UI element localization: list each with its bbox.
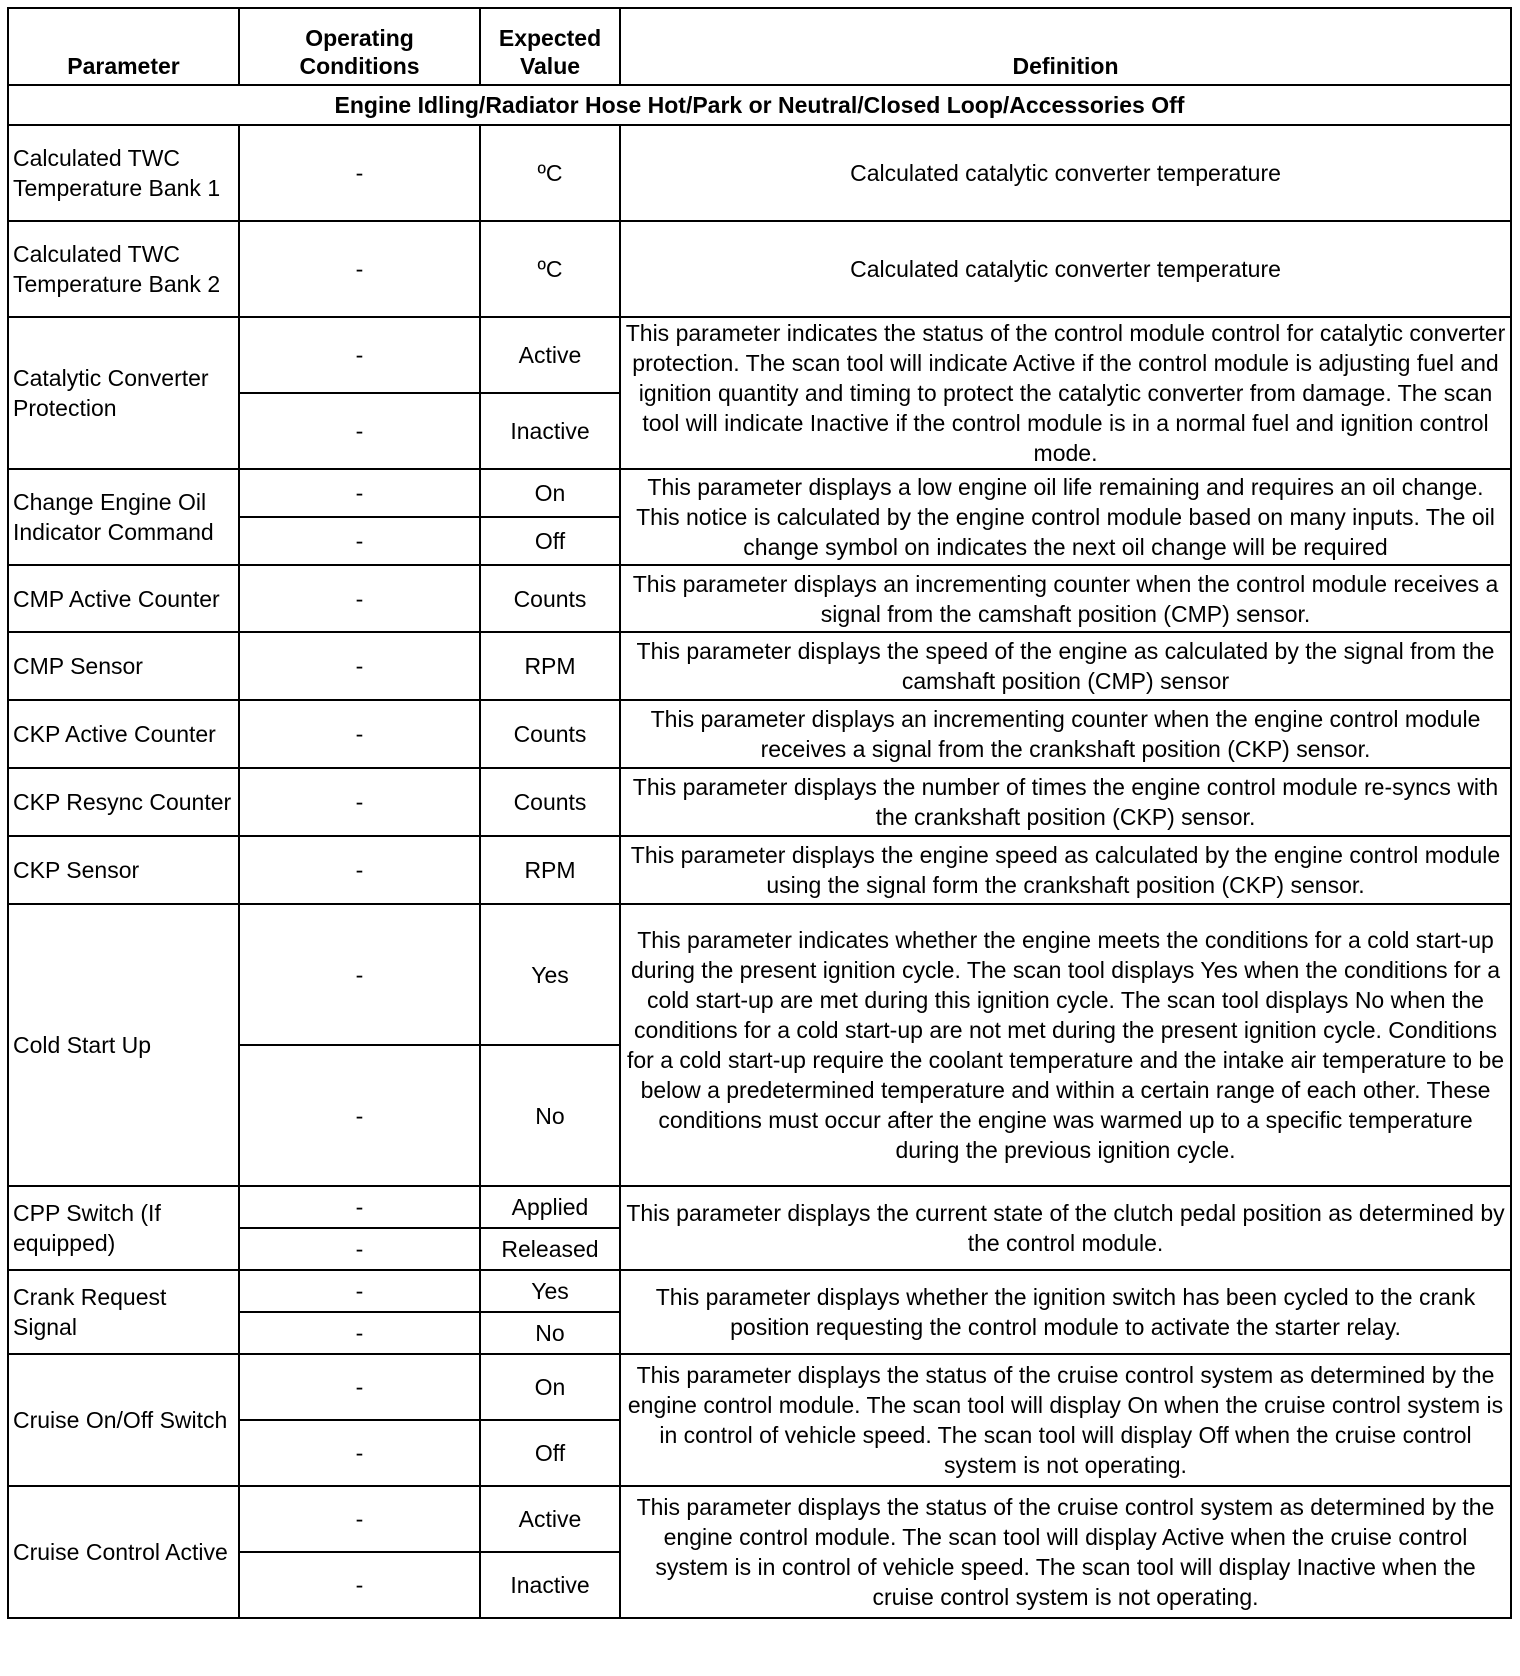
table-row: [8, 632, 1511, 700]
expected-value-cell: ºC: [480, 221, 620, 317]
table-row: [8, 1486, 1511, 1552]
table-row: [8, 768, 1511, 836]
definition-cell: This parameter displays the current state of the clutch pedal position as determined by the control module.: [620, 1186, 1511, 1270]
expected-value-cell: Inactive: [480, 393, 620, 469]
parameter-cell: CPP Switch (If equipped): [8, 1186, 239, 1270]
parameter-cell: CMP Sensor: [8, 632, 239, 700]
expected-value-cell: Counts: [480, 700, 620, 768]
expected-value-cell: RPM: [480, 836, 620, 904]
definition-cell: Calculated catalytic converter temperature: [620, 221, 1511, 317]
condition-cell: -: [239, 836, 480, 904]
expected-value-cell: On: [480, 1354, 620, 1420]
parameter-cell: Cruise Control Active: [8, 1486, 239, 1618]
table-row: [8, 317, 1511, 393]
expected-value-cell: Counts: [480, 768, 620, 836]
definition-cell: This parameter displays an incrementing counter when the control module receives a signal from the camshaft position (CMP) sensor.: [620, 565, 1511, 632]
parameter-cell: CKP Active Counter: [8, 700, 239, 768]
parameter-cell: Calculated TWC Temperature Bank 2: [8, 221, 239, 317]
parameter-cell: Catalytic Converter Protection: [8, 317, 239, 469]
condition-cell: -: [239, 469, 480, 517]
section-row: [8, 85, 1511, 125]
condition-cell: -: [239, 1186, 480, 1228]
expected-value-cell: No: [480, 1312, 620, 1354]
header-parameter: Parameter: [8, 8, 239, 85]
expected-value-cell: RPM: [480, 632, 620, 700]
condition-cell: -: [239, 565, 480, 632]
condition-cell: -: [239, 904, 480, 1045]
definition-cell: This parameter indicates whether the engine meets the conditions for a cold start-up during the present ignition cycle. The scan tool displays Yes when the conditions for a cold start-up are met during this ignition cycle. The scan tool displays No when the conditions for a cold start-up are not met during the present ignition cycle. Conditions for a cold start-up require the coolant temperature and the intake air temperature to be below a predetermined temperature and within a certain range of each other. These conditions must occur after the engine was warmed up to a specific temperature during the previous ignition cycle.: [620, 904, 1511, 1186]
header-row: [8, 8, 1511, 85]
table-row: [8, 904, 1511, 1045]
definition-cell: This parameter indicates the status of the control module control for catalytic converter protection. The scan tool will indicate Active if the control module is adjusting fuel and ignition quantity and timing to protect the catalytic converter from damage. The scan tool will indicate Inactive if the control module is in a normal fuel and ignition control mode.: [620, 317, 1511, 469]
condition-cell: -: [239, 1270, 480, 1312]
expected-value-cell: Yes: [480, 1270, 620, 1312]
table-row: [8, 221, 1511, 317]
condition-cell: -: [239, 632, 480, 700]
expected-value-cell: Counts: [480, 565, 620, 632]
expected-value-cell: Yes: [480, 904, 620, 1045]
header-expected-value: Expected Value: [480, 8, 620, 85]
table-row: [8, 700, 1511, 768]
condition-cell: -: [239, 221, 480, 317]
condition-cell: -: [239, 517, 480, 565]
condition-cell: -: [239, 768, 480, 836]
section-title: Engine Idling/Radiator Hose Hot/Park or Neutral/Closed Loop/Accessories Off: [8, 85, 1511, 125]
condition-cell: -: [239, 1045, 480, 1186]
table-row: [8, 1270, 1511, 1312]
parameter-cell: Change Engine Oil Indicator Command: [8, 469, 239, 565]
condition-cell: -: [239, 1354, 480, 1420]
expected-value-cell: Off: [480, 1420, 620, 1486]
parameter-cell: CKP Resync Counter: [8, 768, 239, 836]
parameter-cell: Cruise On/Off Switch: [8, 1354, 239, 1486]
condition-cell: -: [239, 1486, 480, 1552]
parameter-cell: Crank Request Signal: [8, 1270, 239, 1354]
expected-value-cell: On: [480, 469, 620, 517]
expected-value-cell: No: [480, 1045, 620, 1186]
condition-cell: -: [239, 1552, 480, 1618]
definition-cell: This parameter displays the engine speed as calculated by the engine control module using the signal form the crankshaft position (CKP) sensor.: [620, 836, 1511, 904]
expected-value-cell: Released: [480, 1228, 620, 1270]
expected-value-cell: ºC: [480, 125, 620, 221]
condition-cell: -: [239, 1312, 480, 1354]
definition-cell: This parameter displays whether the ignition switch has been cycled to the crank position requesting the control module to activate the starter relay.: [620, 1270, 1511, 1354]
expected-value-cell: Inactive: [480, 1552, 620, 1618]
parameter-table: [7, 7, 1512, 1619]
definition-cell: This parameter displays a low engine oil life remaining and requires an oil change. This notice is calculated by the engine control module based on many inputs. The oil change symbol on indicates the next oil change will be required: [620, 469, 1511, 565]
condition-cell: -: [239, 1228, 480, 1270]
table-row: [8, 836, 1511, 904]
expected-value-cell: Active: [480, 317, 620, 393]
parameter-cell: Calculated TWC Temperature Bank 1: [8, 125, 239, 221]
definition-cell: This parameter displays the number of times the engine control module re-syncs with the crankshaft position (CKP) sensor.: [620, 768, 1511, 836]
parameter-cell: CKP Sensor: [8, 836, 239, 904]
table-row: [8, 469, 1511, 517]
condition-cell: -: [239, 317, 480, 393]
parameter-cell: Cold Start Up: [8, 904, 239, 1186]
table-row: [8, 1354, 1511, 1420]
condition-cell: -: [239, 125, 480, 221]
definition-cell: Calculated catalytic converter temperature: [620, 125, 1511, 221]
definition-cell: This parameter displays the speed of the engine as calculated by the signal from the camshaft position (CMP) sensor: [620, 632, 1511, 700]
header-operating-conditions: Operating Conditions: [239, 8, 480, 85]
header-definition: Definition: [620, 8, 1511, 85]
definition-cell: This parameter displays the status of the cruise control system as determined by the engine control module. The scan tool will display On when the cruise control system is in control of vehicle speed. The scan tool will display Off when the cruise control system is not operating.: [620, 1354, 1511, 1486]
expected-value-cell: Active: [480, 1486, 620, 1552]
definition-cell: This parameter displays the status of the cruise control system as determined by the engine control module. The scan tool will display Active when the cruise control system is in control of vehicle speed. The scan tool will display Inactive when the cruise control system is not operating.: [620, 1486, 1511, 1618]
condition-cell: -: [239, 700, 480, 768]
expected-value-cell: Off: [480, 517, 620, 565]
table-row: [8, 125, 1511, 221]
parameter-cell: CMP Active Counter: [8, 565, 239, 632]
expected-value-cell: Applied: [480, 1186, 620, 1228]
definition-cell: This parameter displays an incrementing counter when the engine control module receives a signal from the crankshaft position (CKP) sensor.: [620, 700, 1511, 768]
table-row: [8, 1186, 1511, 1228]
condition-cell: -: [239, 393, 480, 469]
table-row: [8, 565, 1511, 632]
condition-cell: -: [239, 1420, 480, 1486]
